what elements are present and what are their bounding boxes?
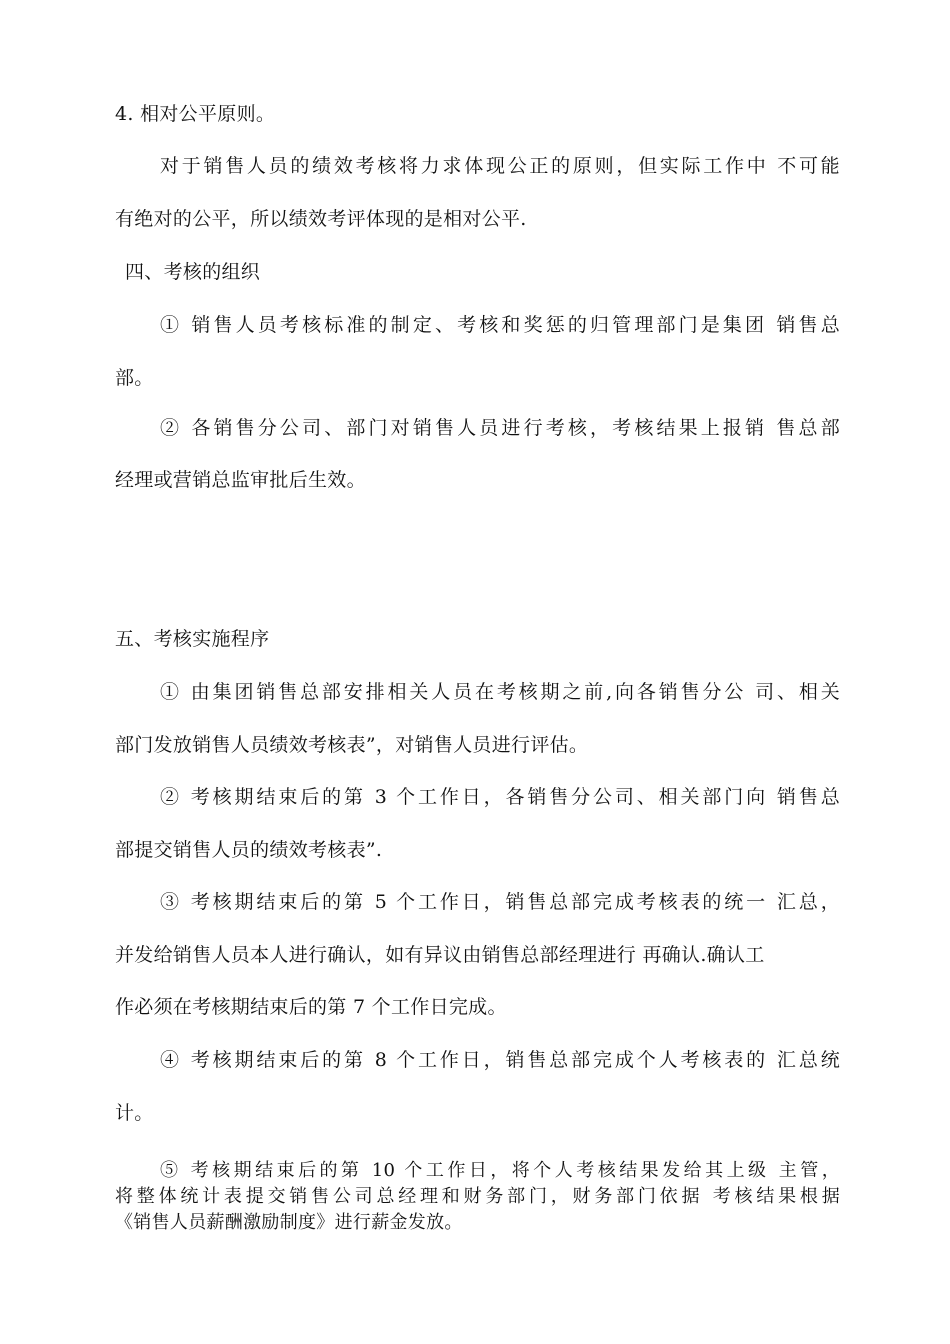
paragraph-line: 部门发放销售人员绩效考核表”，对销售人员进行评估。 [115, 734, 589, 756]
paragraph-line: 经理或营销总监审批后生效。 [115, 469, 366, 491]
paragraph-line: 有绝对的公平，所以绩效考评体现的是相对公平. [115, 208, 527, 230]
paragraph-line: ① 由集团销售总部安排相关人员在考核期之前,向各销售分公 司、相关 [160, 681, 840, 703]
section-heading-organization: 四、考核的组织 [125, 261, 261, 283]
paragraph-line: 部。 [115, 367, 154, 389]
paragraph-line: ④ 考核期结束后的第 8 个工作日，销售总部完成个人考核表的 汇总统 [160, 1049, 840, 1071]
paragraph-line: 部提交销售人员的绩效考核表”. [115, 839, 383, 861]
paragraph-line: 对于销售人员的绩效考核将力求体现公正的原则，但实际工作中 不可能 [160, 155, 840, 177]
paragraph-line: ⑤ 考核期结束后的第 10 个工作日，将个人考核结果发给其上级 主管， [160, 1160, 840, 1181]
paragraph-line: ① 销售人员考核标准的制定、考核和奖惩的归管理部门是集团 销售总 [160, 314, 840, 336]
paragraph-line: 将整体统计表提交销售公司总经理和财务部门，财务部门依据 考核结果根据 [115, 1186, 840, 1207]
paragraph-line: ② 考核期结束后的第 3 个工作日，各销售分公司、相关部门向 销售总 [160, 786, 840, 808]
paragraph-line: 计。 [115, 1102, 154, 1124]
paragraph-line: 《销售人员薪酬激励制度》进行薪金发放。 [115, 1212, 463, 1233]
paragraph-line: ② 各销售分公司、部门对销售人员进行考核，考核结果上报销 售总部 [160, 417, 840, 439]
paragraph-line: 并发给销售人员本人进行确认，如有异议由销售总部经理进行 再确认.确认工 [115, 944, 765, 966]
section-heading-procedure: 五、考核实施程序 [115, 628, 270, 650]
paragraph-line: ③ 考核期结束后的第 5 个工作日，销售总部完成考核表的统一 汇总， [160, 891, 840, 913]
paragraph-line: 作必须在考核期结束后的第 7 个工作日完成。 [115, 996, 507, 1018]
item-4-relative-fairness: 4. 相对公平原则。 [115, 103, 276, 125]
